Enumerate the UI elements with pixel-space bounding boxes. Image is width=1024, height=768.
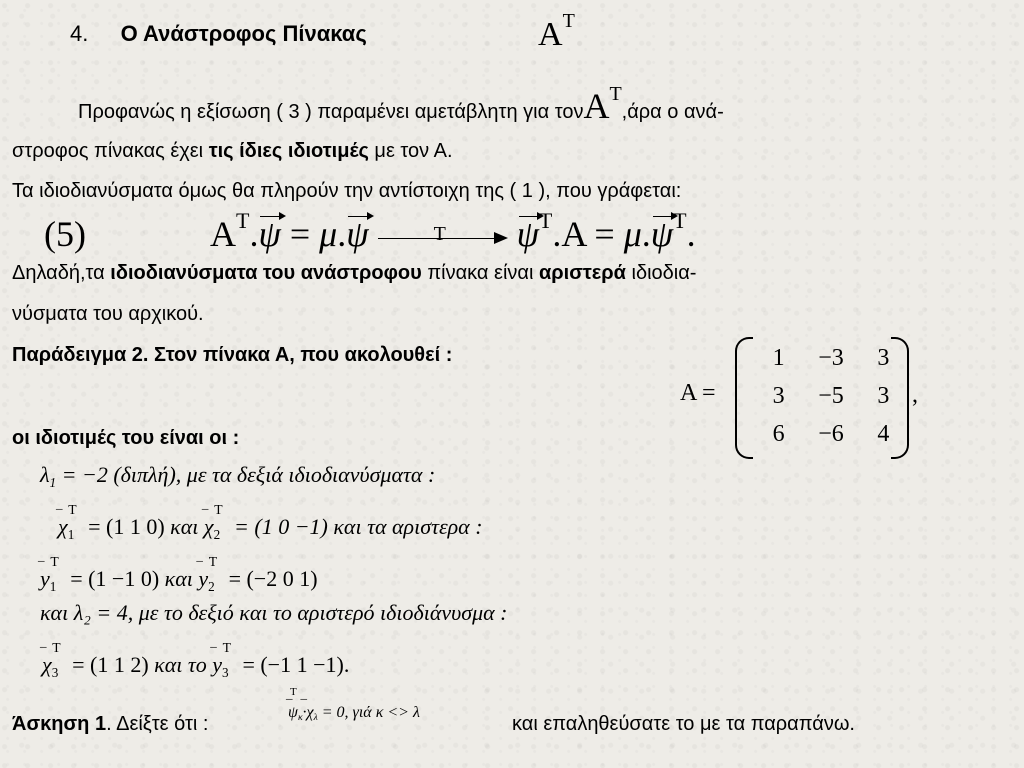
para3-line2: νύσματα του αρχικού. <box>12 303 204 325</box>
transpose-symbol: $A^T$ <box>538 10 575 53</box>
equation-label: (5) <box>44 214 86 254</box>
matrix-row: 6 −6 4 <box>772 420 890 447</box>
exercise-title: Άσκηση 1 <box>12 713 107 735</box>
matrix-entries <box>753 339 909 453</box>
eigen-line-2: _ $\chi_1^T = (1$ 1 0) και _ $\chi_2^T = (1$ 0 −1) και τα αριστερα : <box>58 514 483 540</box>
exercise-tail: και επαληθεύσατε το με τα παραπάνω. <box>512 713 855 735</box>
section-heading <box>70 22 367 46</box>
eigen-line-4: και λ₂ = 4, με το δεξιό και το αριστερό ιδιοδιάνυσμα : <box>40 600 508 625</box>
section-number: 4. <box>70 21 89 46</box>
para2: Τα ιδιοδιανύσματα όμως θα πληρούν την αντίστοιχη της ( 1 ), που γράφεται: <box>12 180 682 202</box>
eigen-line-5: _ $\chi_3^T = (1$ 1 2) και το _ $y_3^T = (-1$ 1 −1). <box>42 652 349 678</box>
matrix-row: 3 −5 3 <box>772 382 890 409</box>
matrix-row: 1 −3 3 <box>772 344 890 371</box>
left-paren <box>735 337 753 459</box>
eigen-line-1: $\lambda_1 = -2$ (διπλή), με τα δεξιά ιδιοδιανύσματα : <box>40 462 436 490</box>
example-title: Παράδειγμα 2. Στον πίνακα Α, που ακολουθεί : <box>12 344 453 366</box>
exercise-math: T _ $\psi_\kappa\_ \cdot\chi_\lambda = 0$, γιά κ <> λ <box>288 704 420 722</box>
para3-line1: Δηλαδή,τα ιδιοδιανύσματα του ανάστροφου πίνακα είναι αριστερά ιδιοδια- <box>12 262 697 284</box>
matrix-label: A = <box>680 380 716 406</box>
eigen-line-3: _ $y_1^T = (1 -1$ 0) και _ $y_2^T = (-2$ 0 1) <box>40 566 318 592</box>
section-title: Ο Ανάστροφος Πίνακας <box>120 21 367 46</box>
implies-arrow: T <box>378 220 508 256</box>
matrix-trail: , <box>912 382 918 408</box>
exercise-line: Άσκηση 1. Δείξτε ότι : <box>12 713 209 735</box>
para1-line2: στροφος πίνακας έχει τις ίδιες ιδιοτιμές με τον Α. <box>12 140 453 162</box>
eigenvalues-title: οι ιδιοτιμές του είναι οι : <box>12 427 240 449</box>
para1-line1: Προφανώς η εξίσωση ( 3 ) παραμένει αμετάβλητη για τονAT,άρα ο ανά- <box>78 83 724 126</box>
equation-5: $A^T.\psi = \mu.\psi$ T $\psi^T.A = \mu.\psi^T$. <box>210 208 696 254</box>
matrix-A <box>735 337 909 457</box>
